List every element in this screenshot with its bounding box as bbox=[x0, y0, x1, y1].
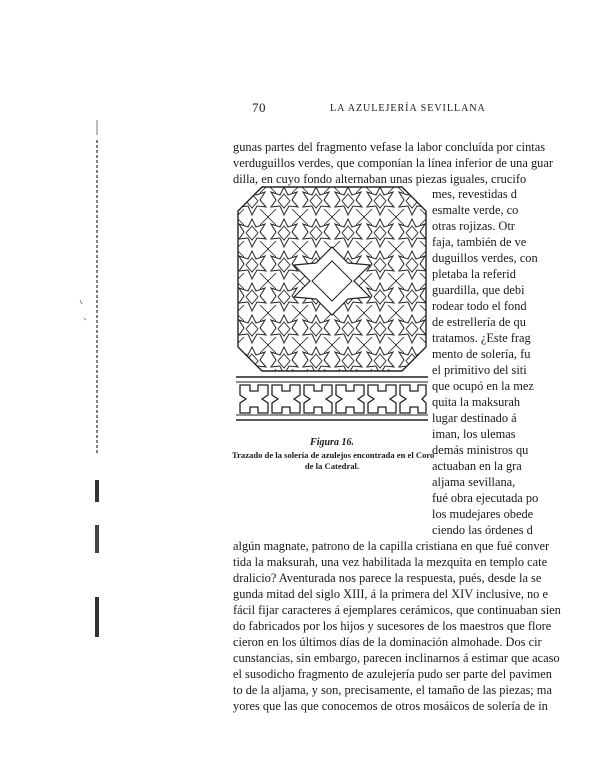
text-line: cunstancias, sin embargo, parecen inclinarnos á estimar que acaso bbox=[233, 651, 560, 665]
text-line: fué obra ejecutada po bbox=[432, 491, 539, 505]
figure-caption bbox=[232, 450, 435, 472]
text-line: tida la maksurah, una vez habilitada la mezquita en templo cate bbox=[233, 555, 548, 569]
text-line: dralicio? Aventurada nos parece la respuesta, pués, desde la se bbox=[233, 571, 542, 585]
text-line: quita la maksurah bbox=[432, 395, 521, 409]
text-line: rodear todo el fond bbox=[432, 299, 527, 313]
text-line: do fabricados por los hijos y sucesores de los maestros que flore bbox=[233, 619, 552, 633]
text-line: algún magnate, patrono de la capilla cristiana en que fué conver bbox=[233, 539, 550, 553]
text-line: verduguillos verdes, que componían la línea inferior de una guar bbox=[233, 156, 553, 170]
text-line: dilla, en cuyo fondo alternaban unas piezas iguales, crucifo bbox=[233, 172, 527, 186]
figure-caption-line: Trazado de la solería de azulejos encontrada en el Coro bbox=[232, 450, 435, 460]
text-line: mes, revestidas d bbox=[432, 187, 517, 201]
figure-caption-line: de la Catedral. bbox=[304, 461, 360, 471]
text-line: mento de solería, fu bbox=[432, 347, 531, 361]
text-line: que ocupó en la mez bbox=[432, 379, 534, 393]
running-head: LA AZULEJERÍA SEVILLANA bbox=[330, 103, 486, 114]
text-line: los mudejares obede bbox=[432, 507, 534, 521]
text-line: yores que las que conocemos de otros mosáicos de solería de in bbox=[233, 699, 548, 713]
text-line: otras rojizas. Otr bbox=[432, 219, 515, 233]
text-line: tratamos. ¿Este frag bbox=[432, 331, 531, 345]
text-line: gunas partes del fragmento vefase la labor concluída por cintas bbox=[233, 140, 546, 154]
text-line: actuaban en la gra bbox=[432, 459, 522, 473]
text-line: esmalte verde, co bbox=[432, 203, 519, 217]
text-line: gunda mitad del siglo XIII, á la primera del XIV inclusive, no e bbox=[233, 587, 548, 601]
binding-marks bbox=[0, 0, 120, 759]
star-tile-drawing bbox=[236, 185, 428, 425]
text-line: faja, también de ve bbox=[432, 235, 527, 249]
text-line: ciendo las órdenes d bbox=[432, 523, 533, 537]
text-line: guardilla, que debi bbox=[432, 283, 525, 297]
text-line: aljama sevillana, bbox=[432, 475, 516, 489]
text-line: duguillos verdes, con bbox=[432, 251, 538, 265]
tile-pattern-figure bbox=[236, 185, 428, 425]
text-line: pletaba la referid bbox=[432, 267, 516, 281]
figure-title: Figura 16. bbox=[310, 437, 354, 448]
text-line: el susodicho fragmento de azulejería pudo ser parte del pavimen bbox=[233, 667, 552, 681]
text-line: fácil fijar caracteres á ejemplares cerámicos, que continuaban sien bbox=[233, 603, 561, 617]
text-line: de estrellería de qu bbox=[432, 315, 526, 329]
page-number: 70 bbox=[252, 100, 266, 115]
text-line: el primitivo del siti bbox=[432, 363, 527, 377]
text-line: cieron en los últimos días de la dominación almohade. Dos cir bbox=[233, 635, 542, 649]
scan-binding-edge bbox=[0, 0, 120, 759]
text-line: demás ministros qu bbox=[432, 443, 529, 457]
text-line: to de la aljama, y son, precisamente, el tamaño de las piezas; ma bbox=[233, 683, 552, 697]
text-line: lugar destinado á bbox=[432, 411, 517, 425]
text-line: iman, los ulemas bbox=[432, 427, 516, 441]
